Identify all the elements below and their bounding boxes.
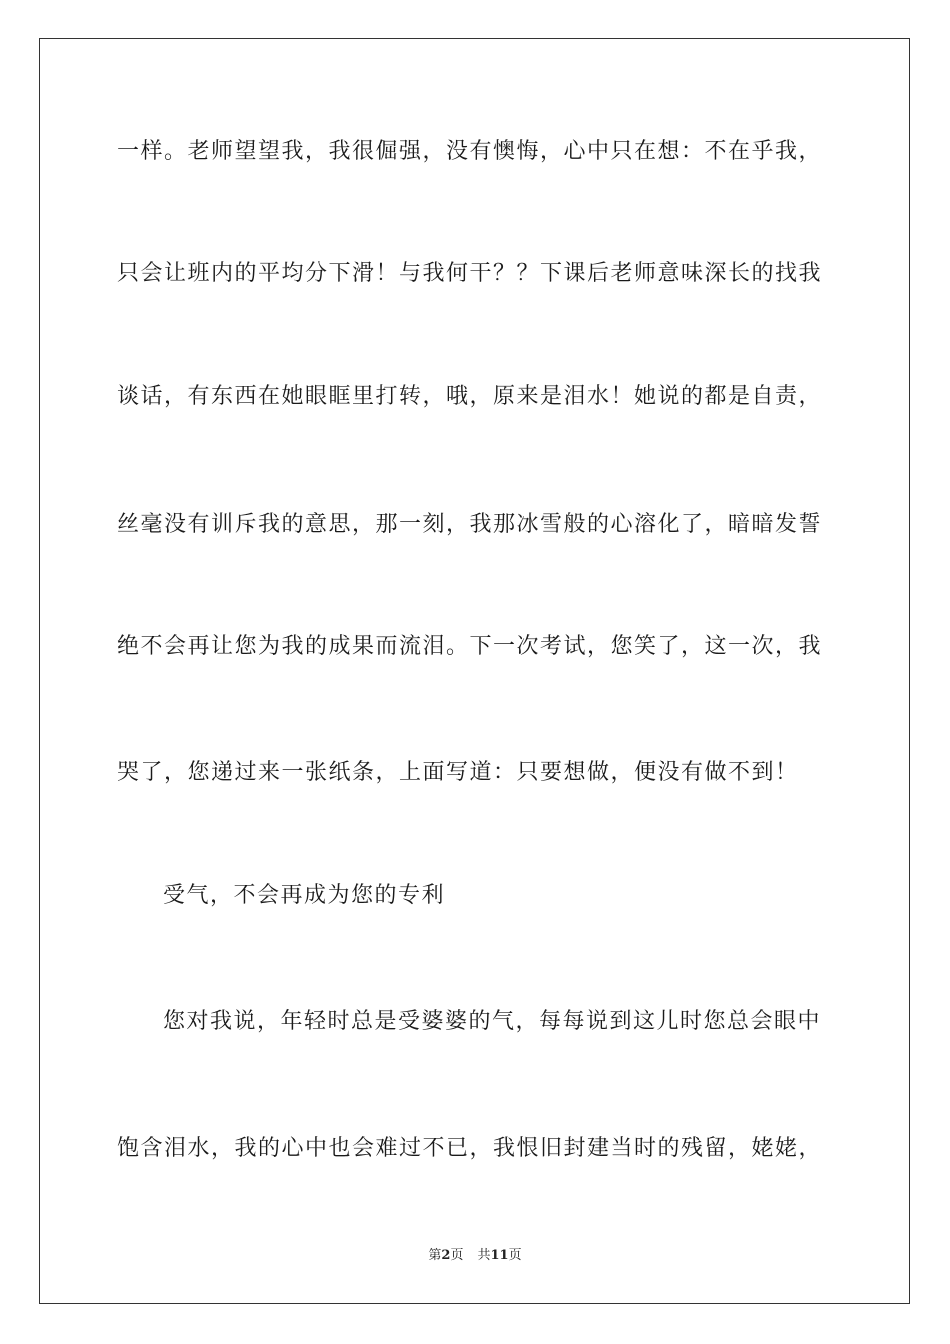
page-suffix: 页: [450, 1248, 464, 1263]
paragraph-line-1: 您对我说，年轻时总是受婆婆的气，每每说到这儿时您总会眼中: [163, 1009, 822, 1034]
page-prefix: 第: [428, 1248, 442, 1263]
total-prefix: 共: [477, 1248, 491, 1263]
text-line-3: 谈话，有东西在她眼眶里打转，哦，原来是泪水！她说的都是自责，: [117, 384, 823, 409]
page-current: 2: [441, 1248, 451, 1263]
page-total: 11: [490, 1248, 509, 1263]
paragraph-line-2: 饱含泪水，我的心中也会难过不已，我恨旧封建当时的残留，姥姥，: [117, 1136, 823, 1161]
section-heading: 受气，不会再成为您的专利: [163, 883, 446, 908]
text-line-6: 哭了，您递过来一张纸条，上面写道：只要想做，便没有做不到！: [117, 760, 799, 785]
total-suffix: 页: [508, 1248, 522, 1263]
text-line-2: 只会让班内的平均分下滑！与我何干？？下课后老师意味深长的找我: [117, 261, 823, 286]
page-footer: [0, 1247, 950, 1265]
text-line-1: 一样。老师望望我，我很倔强，没有懊悔，心中只在想：不在乎我，: [117, 139, 823, 164]
text-line-5: 绝不会再让您为我的成果而流泪。下一次考试，您笑了，这一次，我: [117, 634, 823, 659]
text-line-4: 丝毫没有训斥我的意思，那一刻，我那冰雪般的心溶化了，暗暗发誓: [117, 512, 823, 537]
page-border: [39, 38, 910, 1304]
